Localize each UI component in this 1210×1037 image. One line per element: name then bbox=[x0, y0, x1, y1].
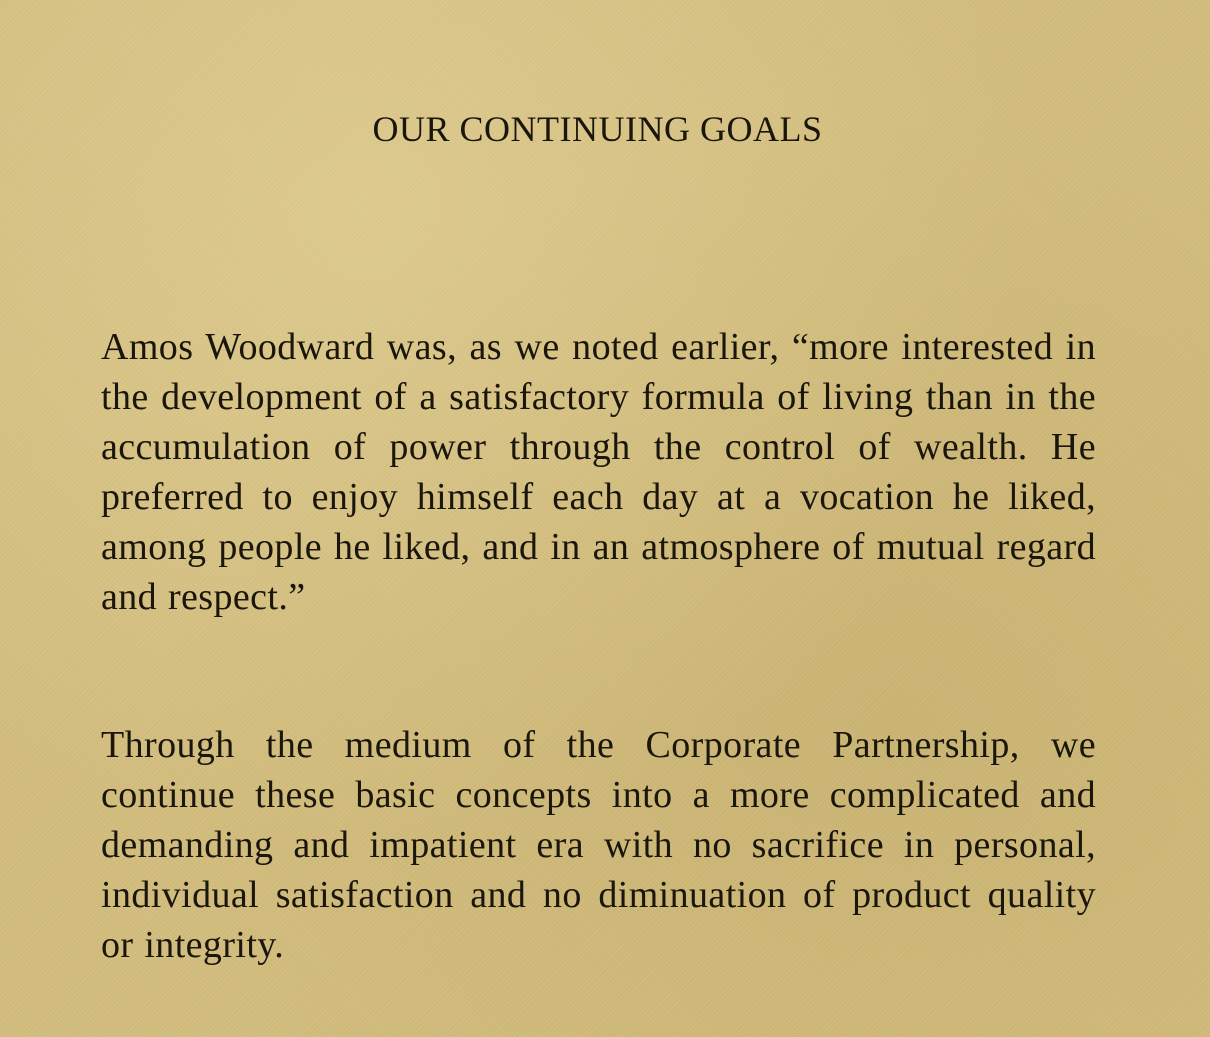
paragraph-amos-woodward: Amos Woodward was, as we noted earlier, “more interested in the development of a satisfactory formula of living than in the accumulation of power through the control of wealth. He preferred to enjoy himself each day at a vocation he liked, among people he liked, and in an atmosphere of mutual regard and respect.” bbox=[101, 326, 1096, 618]
page-title: OUR CONTINUING GOALS bbox=[372, 109, 823, 149]
paragraph-corporate-partnership: Through the medium of the Corporate Partnership, we continue these basic concepts into a more complicated and demanding and impatient era with no sacrifice in personal, individual satisfaction and no diminuation of product quality or integrity. bbox=[101, 724, 1096, 966]
